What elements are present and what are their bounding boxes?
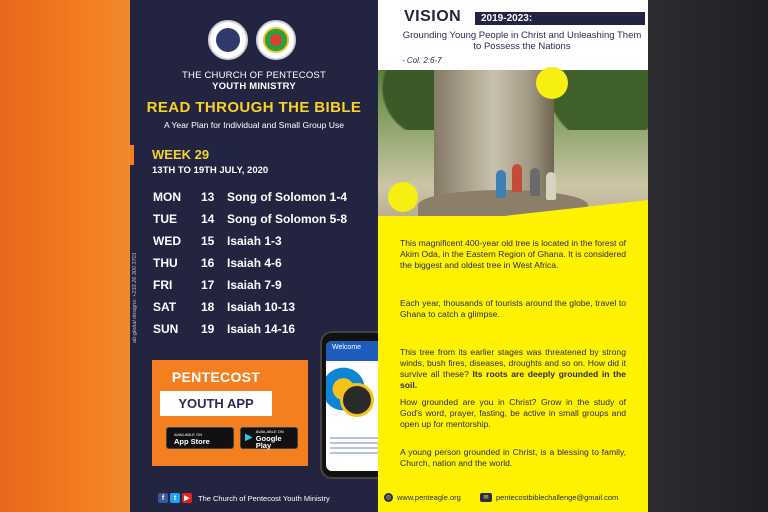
reading-row <box>153 296 347 318</box>
reading-date: 13 <box>201 190 215 204</box>
background-right-dark <box>648 0 768 512</box>
reading-day: WED <box>153 234 181 248</box>
website-text: www.penteagle.org <box>397 493 461 502</box>
reading-date: 19 <box>201 322 215 336</box>
reading-row <box>153 186 347 208</box>
reading-passage: Isaiah 7-9 <box>227 278 282 292</box>
google-play-button[interactable] <box>240 427 298 449</box>
reading-row <box>153 318 347 340</box>
app-store-small-text: AVAILABLE ON <box>174 432 203 437</box>
website-link[interactable] <box>384 493 461 502</box>
yellow-circle-decoration <box>388 182 418 212</box>
reading-day: FRI <box>153 278 173 292</box>
reading-date: 15 <box>201 234 215 248</box>
reading-passage: Isaiah 14-16 <box>227 322 296 336</box>
app-name-line2: YOUTH APP <box>160 391 272 416</box>
reading-day: MON <box>153 190 181 204</box>
vision-statement: Grounding Young People in Christ and Unleashing Them to Possess the Nations <box>402 30 642 52</box>
social-handle: The Church of Pentecost Youth Ministry <box>198 494 330 503</box>
reading-day: THU <box>153 256 178 270</box>
tourist-figure <box>546 172 556 200</box>
reading-row <box>153 252 347 274</box>
page-subtitle: A Year Plan for Individual and Small Group Use <box>163 120 345 130</box>
paragraph-tree-description: This magnificent 400-year old tree is located in the forest of Akim Oda, in the Eastern Region of Ghana. It is considered the biggest and oldest tree in West Africa. <box>400 238 626 270</box>
reading-row <box>153 230 347 252</box>
paragraph-survival: This tree from its earlier stages was threatened by strong winds, bush fires, diseases, droughts and so on. How did it survive all these? Its roots are deeply grounded in the soil. <box>400 347 626 390</box>
google-play-icon: ▶ <box>245 432 253 443</box>
church-name: THE CHURCH OF PENTECOST <box>182 70 326 81</box>
vision-reference: - Col. 2:6-7 <box>402 56 442 65</box>
social-icons <box>158 493 192 503</box>
page-title: READ THROUGH THE BIBLE <box>146 99 362 116</box>
reading-day: SUN <box>153 322 179 336</box>
designer-credit-text: ab-global designs: +233 26 300 3701 <box>132 252 138 343</box>
paragraph-blessing: A young person grounded in Christ, is a blessing to family, Church, nation and the world. <box>400 447 626 468</box>
reading-day: TUE <box>153 212 177 226</box>
reading-passage: Isaiah 1-3 <box>227 234 282 248</box>
reading-passage: Isaiah 10-13 <box>227 300 296 314</box>
reading-row <box>153 208 347 230</box>
email-link[interactable] <box>480 493 618 502</box>
week-label: WEEK 29 <box>152 147 210 162</box>
reading-date: 14 <box>201 212 215 226</box>
tourist-figure <box>530 168 540 196</box>
email-text: pentecostbiblechallenge@gmail.com <box>496 493 619 502</box>
designer-credit <box>132 225 146 345</box>
reading-passage: Isaiah 4-6 <box>227 256 282 270</box>
google-play-label: Google Play <box>255 433 282 450</box>
envelope-icon: ✉ <box>480 493 492 502</box>
reading-passage: Song of Solomon 5-8 <box>227 212 347 226</box>
vision-label: VISION <box>404 8 462 25</box>
tourist-figure <box>512 164 522 192</box>
reading-date: 16 <box>201 256 215 270</box>
week-dates: 13TH TO 19TH JULY, 2020 <box>152 165 269 176</box>
google-play-small-text: AVAILABLE ON <box>255 428 284 434</box>
app-name-line1: PENTECOST <box>171 369 261 385</box>
reading-passage: Song of Solomon 1-4 <box>227 190 347 204</box>
phone-welcome-text: Welcome <box>332 344 362 351</box>
globe-icon: ◎ <box>385 495 392 501</box>
bible-plan-poster <box>130 0 648 512</box>
ministry-name: YOUTH MINISTRY <box>212 81 296 92</box>
app-store-label: App Store <box>174 437 210 446</box>
app-hero-image <box>340 383 374 417</box>
youth-ministry-logo <box>256 20 296 60</box>
youtube-icon[interactable]: ▶ <box>182 493 192 503</box>
background-left-orange <box>0 0 130 512</box>
paragraph-challenge: How grounded are you in Christ? Grow in the study of God's word, prayer, fasting, be active in small groups and open up for mentorship. <box>400 397 626 429</box>
left-panel <box>130 0 378 512</box>
giant-tree-photo <box>378 70 648 216</box>
reading-row <box>153 274 347 296</box>
phone-screen <box>326 341 384 471</box>
vision-years: 2019-2023: <box>481 13 533 24</box>
right-panel <box>378 0 648 512</box>
reading-list <box>153 186 347 340</box>
tourist-figure <box>496 170 506 198</box>
twitter-icon[interactable]: t <box>170 493 180 503</box>
yellow-circle-decoration <box>536 67 568 99</box>
roots-emphasis: Its roots are deeply grounded in the soil. <box>400 369 626 390</box>
reading-day: SAT <box>153 300 177 314</box>
logos <box>208 20 296 60</box>
facebook-icon[interactable]: f <box>158 493 168 503</box>
reading-date: 17 <box>201 278 215 292</box>
reading-date: 18 <box>201 300 215 314</box>
app-store-button[interactable] <box>166 427 234 449</box>
church-logo <box>208 20 248 60</box>
paragraph-tourists: Each year, thousands of tourists around the globe, travel to Ghana to catch a glimpse. <box>400 298 626 319</box>
